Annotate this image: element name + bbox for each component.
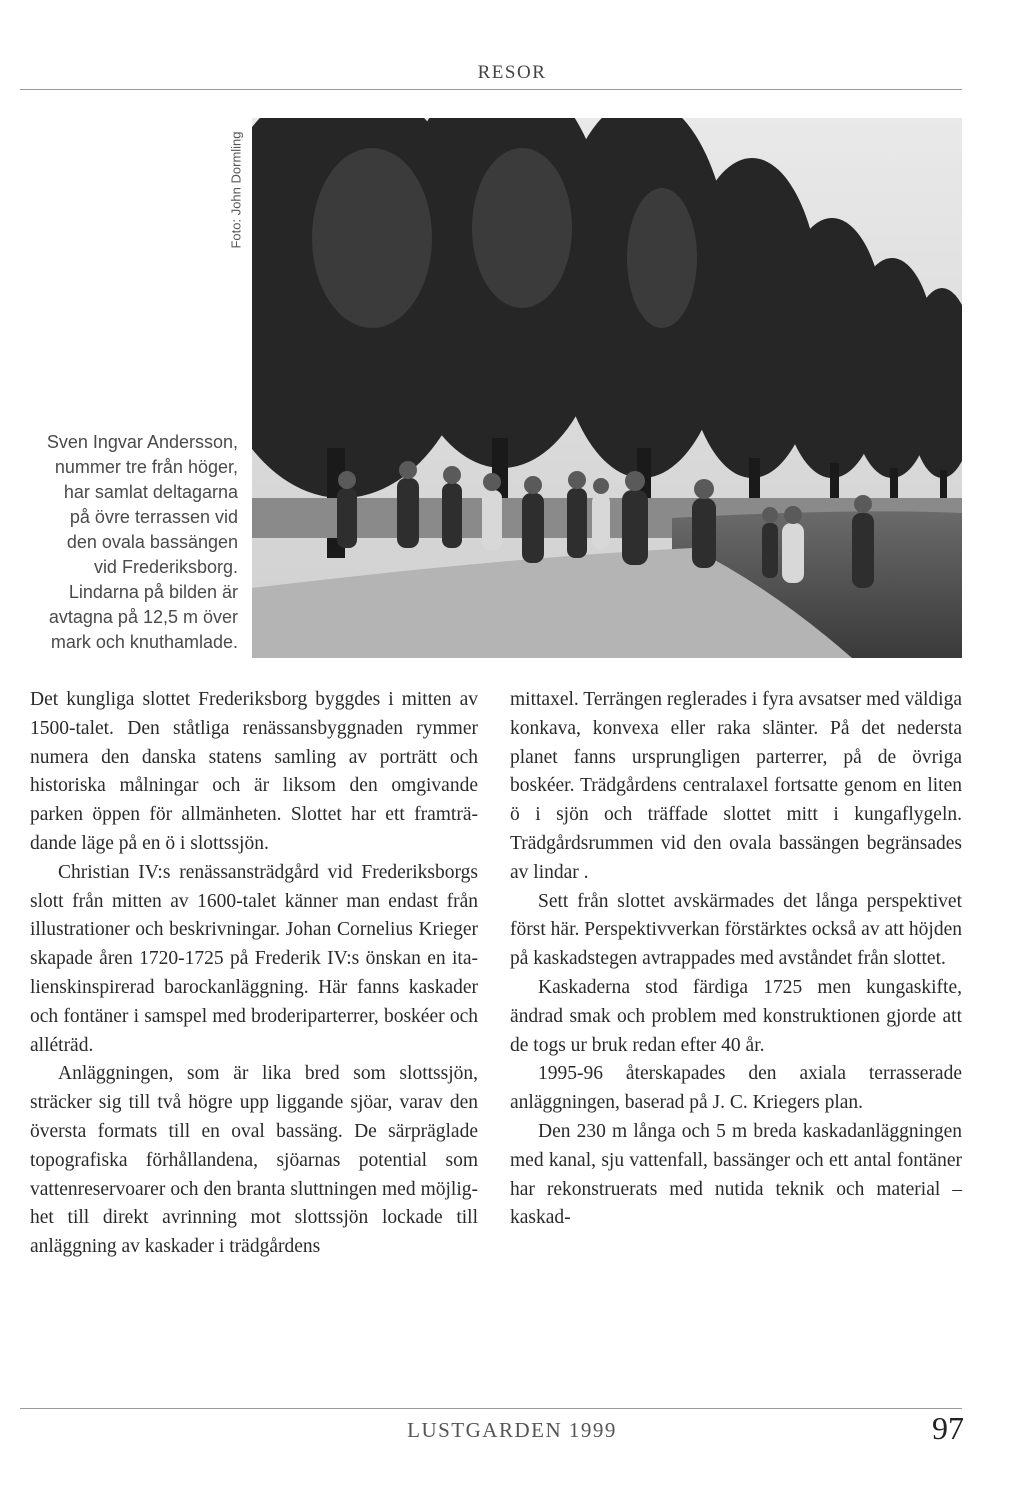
article-column-right bbox=[510, 686, 962, 1233]
section-header: RESOR bbox=[477, 62, 547, 83]
paragraph: Anläggningen, som är lika bred som slottssjön, sträcker sig till två högre upp liggande sjöar, varav den översta formats till en oval bassäng. De särpräglade topografiska förhållandena, sjöarnas potential som vattenreservoarer och den branta sluttningen med möjlighet till direkt avrinning mot slottssjön lockade till anläggning av kaskader i trädgårdens bbox=[30, 1063, 478, 1258]
paragraph: Christian IV:s renässansträdgård vid Frederiksborgs slott från mitten av 1600-talet känner man endast från illustrationer och beskrivningar. Johan Cornelius Krieger skapade åren 1720-1725 på Frederik IV:s önskan en italienskinspirerad barockanläggning. Här fanns kaskader och fontäner i samspel med broderiparterrer, boskéer och alléträd. bbox=[30, 861, 478, 1056]
caption-line: har samlat deltagarna bbox=[63, 482, 238, 502]
paragraph: Sett från slottet avskärmades det långa perspektivet först här. Perspektivverkan förstärktes också av att höjden på kaskadstegen avtrappades med avståndet från slottet. bbox=[510, 890, 962, 970]
paragraph: Kaskaderna stod färdiga 1725 men kungaskifte, ändrad smak och problem med konstruktionen gjorde att de togs ur bruk redan efter 40 år. bbox=[510, 976, 962, 1056]
footer-rule bbox=[20, 1408, 962, 1409]
caption-line: nummer tre från höger, bbox=[54, 457, 238, 477]
caption-line: avtagna på 12,5 m över bbox=[48, 607, 238, 627]
footer-journal-title: LUSTGARDEN 1999 bbox=[407, 1418, 617, 1442]
caption-line: vid Frederiksborg. bbox=[93, 557, 238, 577]
caption-line: Lindarna på bilden är bbox=[68, 582, 238, 602]
paragraph: 1995-96 återskapades den axiala terrasserade anläggningen, baserad på J. C. Kriegers plan. bbox=[510, 1063, 962, 1114]
photo-credit-text: Foto: John Dormling bbox=[228, 131, 244, 249]
caption-line: på övre terrassen vid bbox=[69, 507, 238, 527]
caption-line: Sven Ingvar Andersson, bbox=[46, 432, 238, 452]
photo-credit bbox=[225, 120, 247, 260]
paragraph: Det kungliga slottet Frederiksborg byggdes i mitten av 1500-talet. Den ståtliga renässansbyggnaden rymmer numera den danska statens samling av porträtt och historiska målningar och är liksom den omgivande parken öppen för allmänheten. Slottet har ett framträdande läge på en ö i slottssjön. bbox=[30, 689, 478, 854]
paragraph: mittaxel. Terrängen reglerades i fyra avsatser med väldiga konkava, konvexa eller raka slänter. På det nedersta planet fanns ursprungligen parterrer, på de övriga boskéer. Trädgårdens centralaxel fortsatte genom en liten ö i sjön och träffade slottet mitt i kungaflygeln. Trädgårdsrummen vid den ovala bassängen begränsades av lindar . bbox=[510, 689, 962, 883]
article-column-left bbox=[30, 686, 478, 1262]
paragraph: Den 230 m långa och 5 m breda kaskadanläggningen med kanal, sju vattenfall, bassänger och ett antal fontäner har rekonstruerats med nutida teknik och material – kaskad- bbox=[510, 1120, 962, 1229]
caption-line: mark och knuthamlade. bbox=[50, 632, 238, 652]
photo-caption bbox=[10, 430, 238, 655]
header-rule bbox=[20, 89, 962, 90]
caption-line: den ovala bassängen bbox=[66, 532, 238, 552]
photograph bbox=[252, 118, 962, 658]
page-number: 97 bbox=[932, 1410, 964, 1446]
photo-illustration bbox=[252, 118, 962, 658]
